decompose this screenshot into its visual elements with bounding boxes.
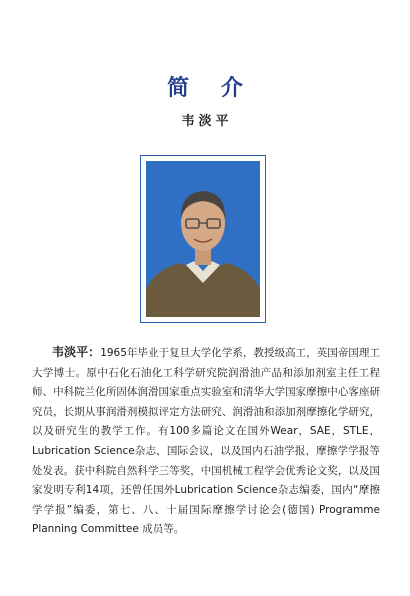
portrait-frame	[140, 155, 266, 323]
page-title: 简 介	[167, 76, 255, 101]
portrait-photo	[146, 161, 260, 317]
biography-paragraph	[32, 343, 380, 540]
biography-text: 1965年毕业于复旦大学化学系，教授级高工，英国帝国理工大学博士。原中石化石油化工科学研究院润滑油产品和添加剂室主任工程师、中科院兰化所固体润滑国家重点实验室和清华大学国家摩擦中心客座研究员，长期从事润滑剂模拟评定方法研究、润滑油和添加剂摩擦化学研究，以及研究生的教学工作。有100多篇论文在国外Wear，SAE，STLE，Lubrication Science杂志，国际会议，以及国内石油学报，摩擦学学报等处发表。获中科院自然科学三等奖，中国机械工程学会优秀论文奖，以及国家发明专利14项，还曾任国外Lubrication Science杂志编委，国内“摩擦学学报”编委，第七、八、十届国际摩擦学讨论会(德国) Programme Planning Committee 成员等。	[32, 347, 380, 536]
biography-name: 韦淡平：	[52, 345, 101, 359]
author-name: 韦淡平	[181, 114, 233, 129]
